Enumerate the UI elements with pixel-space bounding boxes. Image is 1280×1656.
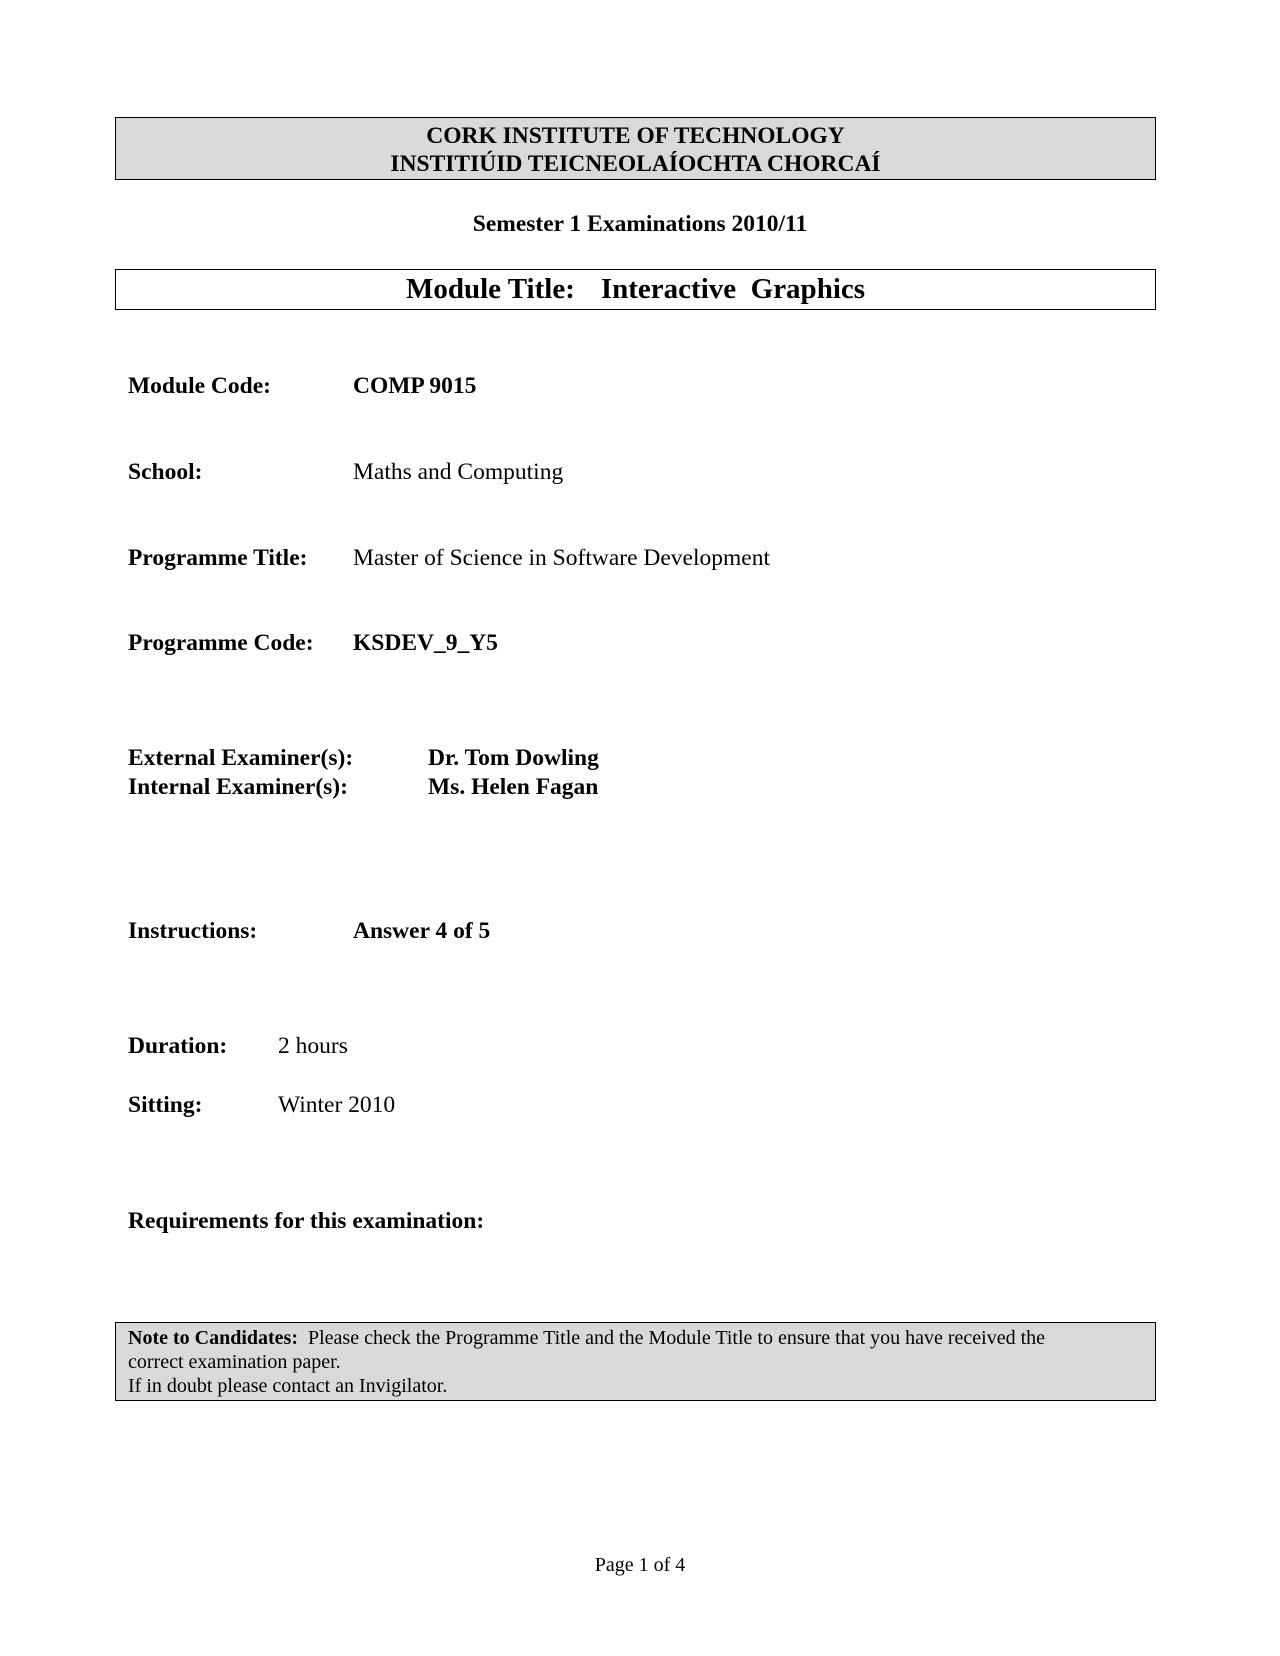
semester-heading: Semester 1 Examinations 2010/11 xyxy=(472,211,808,237)
module-title-value: Interactive Graphics xyxy=(600,273,866,305)
sitting-label: Sitting: xyxy=(128,1092,203,1118)
internal-examiner-label: Internal Examiner(s): xyxy=(128,774,348,800)
instructions-label: Instructions: xyxy=(128,918,258,944)
note-line-3: If in doubt please contact an Invigilator. xyxy=(128,1375,448,1397)
programme-code-value: KSDEV_9_Y5 xyxy=(353,630,498,656)
note-text-1: Please check the Programme Title and the Module Title to ensure that you have received the xyxy=(308,1327,1046,1349)
instructions-value: Answer 4 of 5 xyxy=(353,918,491,944)
external-examiner-value: Dr. Tom Dowling xyxy=(428,745,599,771)
external-examiner-label: External Examiner(s): xyxy=(128,745,354,771)
note-line-1 xyxy=(128,1326,1143,1350)
internal-examiner-value: Ms. Helen Fagan xyxy=(428,774,599,800)
requirements-label: Requirements for this examination: xyxy=(128,1208,485,1234)
institute-name-english: CORK INSTITUTE OF TECHNOLOGY xyxy=(426,123,845,149)
school-value: Maths and Computing xyxy=(353,459,564,485)
module-title-box xyxy=(115,269,1156,310)
note-to-candidates-box xyxy=(115,1322,1156,1401)
sitting-value: Winter 2010 xyxy=(278,1092,396,1118)
programme-code-label: Programme Code: xyxy=(128,630,314,656)
note-line-2: correct examination paper. xyxy=(128,1351,341,1373)
module-title-label: Module Title: xyxy=(405,273,575,305)
note-label: Note to Candidates: xyxy=(128,1327,298,1349)
programme-title-value: Master of Science in Software Development xyxy=(353,545,770,571)
module-code-value: COMP 9015 xyxy=(353,373,477,399)
institute-name-irish: INSTITIÚID TEICNEOLAÍOCHTA CHORCAÍ xyxy=(390,151,881,177)
programme-title-label: Programme Title: xyxy=(128,545,308,571)
institute-header-box xyxy=(115,117,1156,180)
page-number: Page 1 of 4 xyxy=(594,1554,686,1576)
module-code-label: Module Code: xyxy=(128,373,271,399)
duration-label: Duration: xyxy=(128,1033,228,1059)
duration-value: 2 hours xyxy=(278,1033,348,1059)
school-label: School: xyxy=(128,459,203,485)
